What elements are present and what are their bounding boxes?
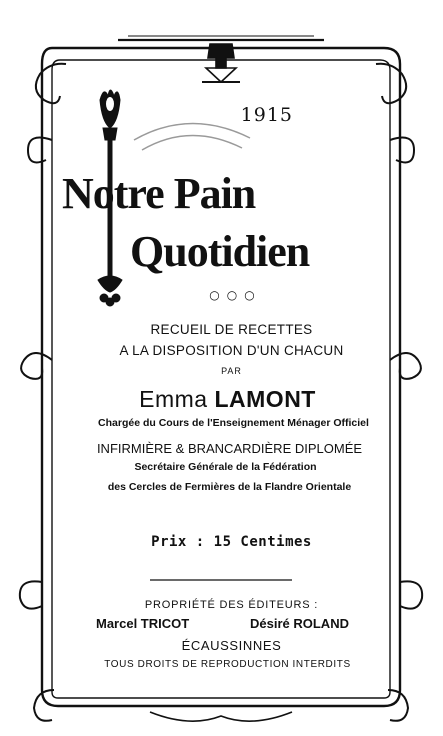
- publisher-heading: PROPRIÉTÉ DES ÉDITEURS :: [144, 599, 319, 611]
- author-role-4: des Cercles de Fermières de la Flandre Orientale: [107, 481, 352, 493]
- ornament-circles: ○○○: [209, 288, 262, 302]
- author-first-name: Emma: [139, 386, 208, 412]
- publisher-city: ÉCAUSSINNES: [181, 638, 282, 653]
- author-role-3: Secrétaire Générale de la Fédération: [134, 461, 317, 473]
- subtitle-line-1: RECUEIL DE RECETTES: [150, 322, 313, 337]
- author-name: [0, 386, 443, 413]
- author-role-2: INFIRMIÈRE & BRANCARDIÈRE DIPLOMÉE: [96, 441, 363, 456]
- publisher-name-2: Désiré ROLAND: [250, 616, 349, 631]
- publication-year: 1915: [240, 104, 293, 126]
- top-emblem: [202, 44, 240, 82]
- author-last-name: LAMONT: [214, 386, 316, 412]
- rights-notice: TOUS DROITS DE REPRODUCTION INTERDITS: [104, 659, 351, 670]
- author-role-1: Chargée du Cours de l'Enseignement Ménager Officiel: [98, 417, 369, 429]
- price: Prix : 15 Centimes: [151, 534, 312, 550]
- library-stamp: [134, 123, 250, 150]
- title-line-1: Notre Pain: [62, 169, 256, 218]
- publisher-name-1: Marcel TRICOT: [96, 616, 190, 631]
- subtitle-line-2: A LA DISPOSITION D'UN CHACUN: [119, 343, 344, 358]
- title-line-2: Quotidien: [130, 227, 310, 276]
- par-label: PAR: [221, 366, 242, 376]
